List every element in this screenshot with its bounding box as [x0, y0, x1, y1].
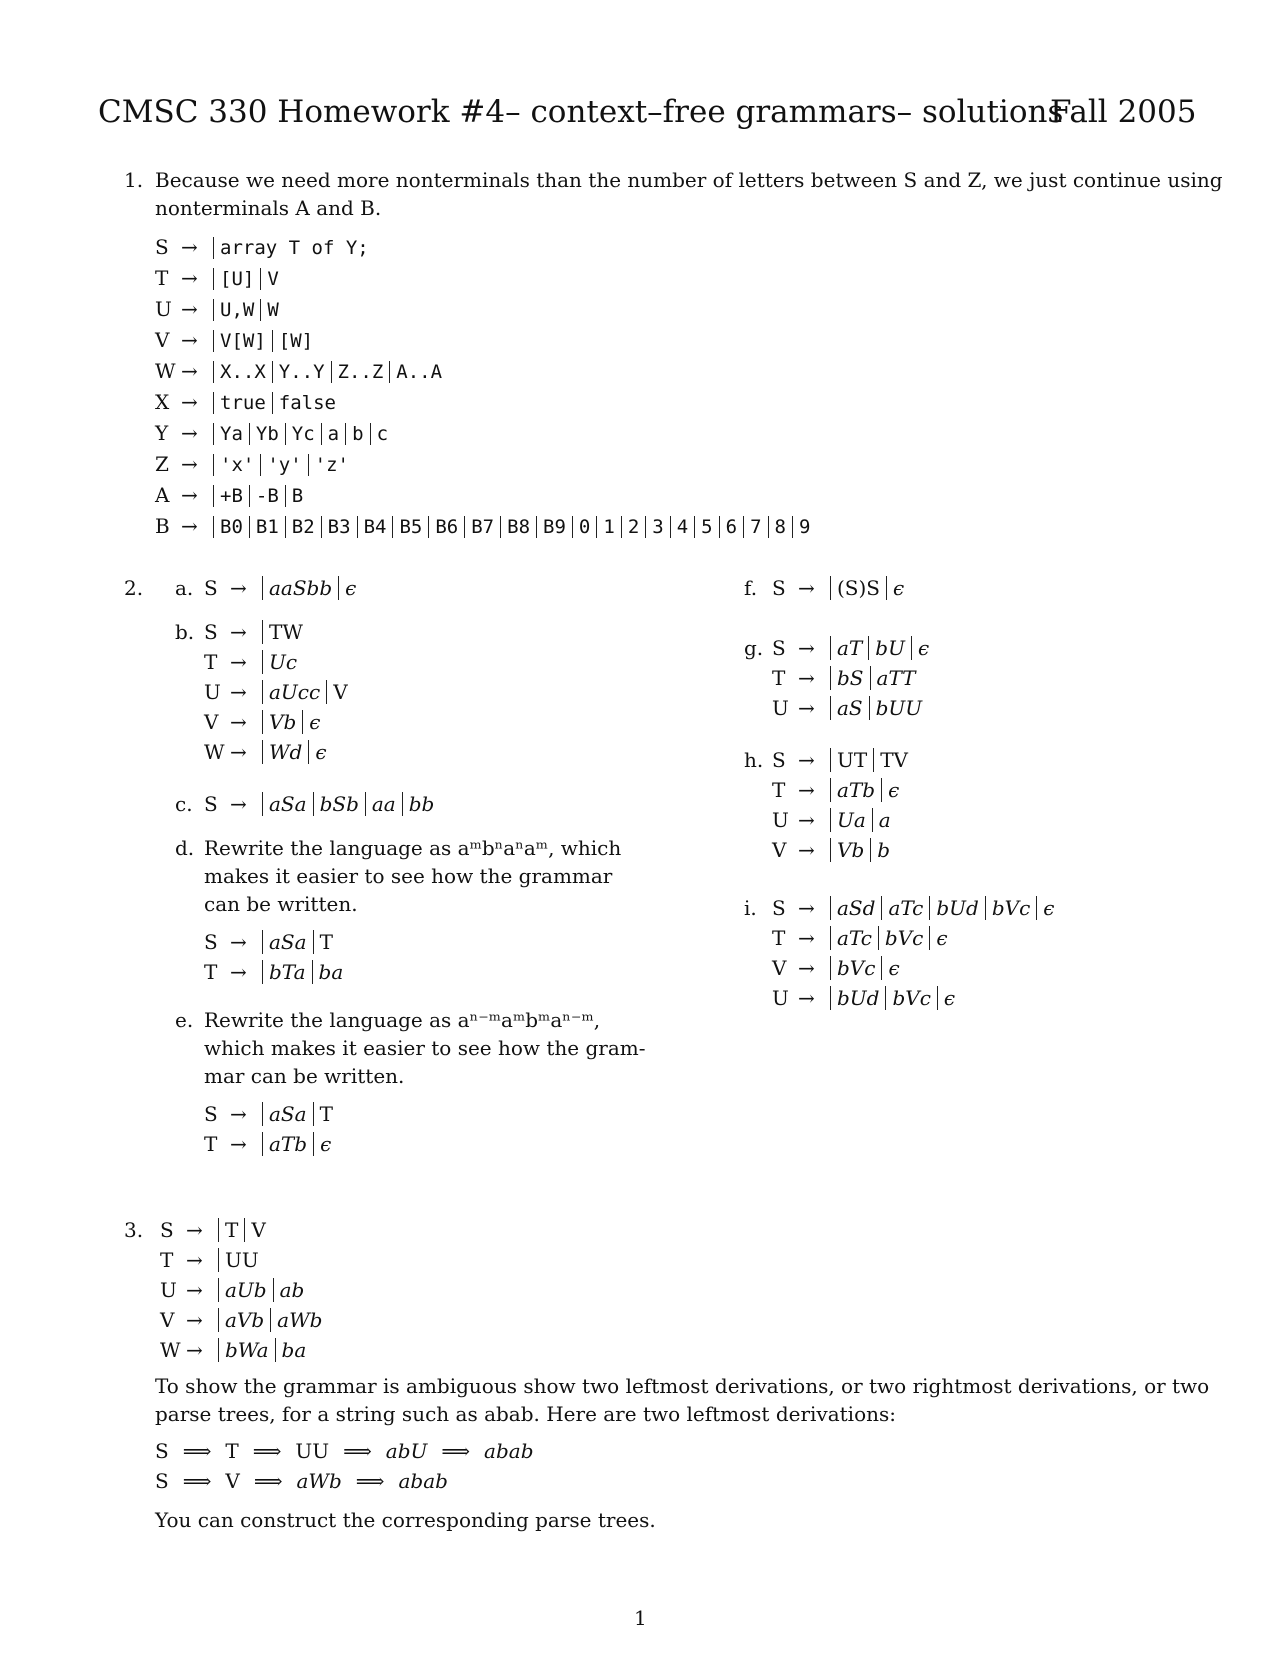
grammar-rule	[772, 693, 935, 723]
derivation-step: T	[225, 1439, 239, 1463]
rule-alternative: T	[218, 1218, 244, 1242]
grammar-rule	[772, 745, 914, 775]
rule-alternative: aS	[830, 696, 869, 720]
rule-arrow: →	[798, 808, 815, 832]
rule-alternative: aTc	[830, 926, 878, 950]
grammar-rule	[772, 805, 914, 835]
rule-alternative: T	[313, 1102, 339, 1126]
rule-alternative: bUd	[830, 986, 885, 1010]
rule-arrow: →	[186, 1308, 203, 1332]
rule-alternative: bS	[830, 666, 870, 690]
rule-alternative: Yb	[249, 423, 285, 445]
rule-alternative: bSb	[313, 792, 365, 816]
rule-alternative: 2	[621, 516, 645, 538]
rule-arrow: →	[186, 1248, 203, 1272]
rule-arrow: →	[798, 956, 815, 980]
rule-alternative: B7	[464, 516, 500, 538]
rule-alternative: bb	[402, 792, 441, 816]
rule-alternative: U,W	[213, 299, 260, 321]
q2f-label: f.	[744, 576, 758, 600]
q2a-label: a.	[175, 576, 194, 600]
rule-alternative: aa	[365, 792, 402, 816]
derivation-step: abU	[385, 1439, 428, 1463]
rule-arrow: →	[798, 778, 815, 802]
grammar-rule	[155, 480, 816, 511]
rule-alternative: +B	[213, 485, 249, 507]
q2d-grammar	[204, 927, 349, 987]
rule-lhs: X	[155, 390, 170, 414]
q1-intro-cont: nonterminals A and B.	[155, 196, 382, 220]
q2c-grammar	[204, 789, 440, 819]
rule-alternative: ϵ	[1036, 896, 1060, 920]
q3-number: 3.	[124, 1218, 144, 1242]
q3-grammar	[160, 1215, 328, 1365]
derivation-arrow: ⟹	[182, 1439, 212, 1463]
rule-alternative: ϵ	[881, 778, 905, 802]
rule-alternative: V[W]	[213, 330, 272, 352]
q2h-label: h.	[744, 748, 764, 772]
rule-alternative: bUU	[869, 696, 929, 720]
grammar-rule	[772, 923, 1060, 953]
rule-lhs: U	[204, 680, 221, 704]
q2e-label: e.	[175, 1008, 194, 1032]
derivation-arrow: ⟹	[343, 1439, 372, 1463]
rule-arrow: →	[798, 576, 815, 600]
rule-alternative: Ua	[830, 808, 872, 832]
rule-alternative: T	[313, 930, 339, 954]
rule-arrow: →	[181, 452, 198, 476]
rule-alternative: ϵ	[313, 1132, 337, 1156]
rule-alternative: UU	[218, 1248, 265, 1272]
rule-alternative: X..X	[213, 361, 272, 383]
rule-lhs: S	[160, 1218, 174, 1242]
grammar-rule	[204, 573, 362, 603]
rule-alternative: B3	[321, 516, 357, 538]
rule-alternative: Yc	[285, 423, 321, 445]
rule-lhs: V	[772, 956, 787, 980]
rule-alternative: 6	[719, 516, 743, 538]
rule-lhs: T	[772, 926, 786, 950]
rule-alternative: bVc	[830, 956, 881, 980]
q2b-grammar	[204, 617, 354, 767]
rule-lhs: W	[160, 1338, 181, 1362]
grammar-rule	[772, 663, 935, 693]
derivation-step: abab	[398, 1469, 448, 1493]
rule-alternative: B5	[392, 516, 428, 538]
rule-lhs: T	[204, 1132, 218, 1156]
rule-lhs: T	[204, 650, 218, 674]
derivation-step: S	[155, 1469, 169, 1493]
q2i-grammar	[772, 893, 1060, 1013]
derivation-step: abab	[484, 1439, 534, 1463]
rule-lhs: T	[155, 266, 169, 290]
rule-arrow: →	[798, 986, 815, 1010]
rule-alternative: aSa	[262, 1102, 313, 1126]
rule-arrow: →	[798, 926, 815, 950]
rule-alternative: Z..Z	[331, 361, 390, 383]
grammar-rule	[772, 775, 914, 805]
rule-alternative: 8	[768, 516, 792, 538]
rule-alternative: aSa	[262, 930, 313, 954]
rule-alternative: Y..Y	[272, 361, 331, 383]
q3-paragraph-line1: To show the grammar is ambiguous show two leftmost derivations, or two rightmost derivations, or two	[155, 1374, 1210, 1398]
grammar-rule	[772, 983, 1060, 1013]
rule-alternative: bTa	[262, 960, 312, 984]
rule-lhs: U	[772, 696, 789, 720]
grammar-rule	[160, 1245, 328, 1275]
rule-arrow: →	[181, 390, 198, 414]
page-number: 1	[634, 1606, 647, 1630]
grammar-rule	[204, 789, 440, 819]
q2-number: 2.	[124, 576, 144, 600]
grammar-rule	[204, 617, 354, 647]
rule-alternative: [U]	[213, 268, 260, 290]
rule-arrow: →	[230, 740, 247, 764]
rule-lhs: S	[155, 235, 169, 259]
rule-alternative: V	[244, 1218, 271, 1242]
rule-alternative: 5	[694, 516, 718, 538]
rule-lhs: S	[204, 792, 218, 816]
rule-alternative: a	[321, 423, 345, 445]
q1-grammar	[155, 232, 816, 542]
rule-arrow: →	[230, 710, 247, 734]
rule-alternative: bUd	[929, 896, 984, 920]
rule-alternative: b	[870, 838, 896, 862]
rule-arrow: →	[798, 666, 815, 690]
grammar-rule	[204, 737, 354, 767]
rule-alternative: B9	[536, 516, 572, 538]
grammar-rule	[204, 927, 349, 957]
grammar-rule	[160, 1215, 328, 1245]
rule-alternative: B	[285, 485, 309, 507]
rule-alternative: TW	[262, 620, 309, 644]
rule-lhs: V	[160, 1308, 175, 1332]
q2g-grammar	[772, 633, 935, 723]
rule-lhs: S	[772, 748, 786, 772]
rule-alternative: ba	[312, 960, 350, 984]
rule-alternative: aTT	[870, 666, 922, 690]
rule-arrow: →	[186, 1278, 203, 1302]
grammar-rule	[204, 957, 349, 987]
rule-alternative: 0	[572, 516, 596, 538]
rule-lhs: W	[204, 740, 225, 764]
derivation-step: UU	[295, 1439, 330, 1463]
rule-arrow: →	[181, 514, 198, 538]
grammar-rule	[155, 325, 816, 356]
rule-alternative: true	[213, 392, 272, 414]
rule-alternative: bVc	[885, 986, 936, 1010]
q2c-label: c.	[175, 792, 193, 816]
q2e-text-line1: Rewrite the language as aⁿ⁻ᵐaᵐbᵐaⁿ⁻ᵐ,	[204, 1008, 601, 1032]
grammar-rule	[155, 294, 816, 325]
rule-alternative: aUcc	[262, 680, 326, 704]
rule-alternative: bVc	[878, 926, 929, 950]
rule-lhs: V	[155, 328, 170, 352]
rule-alternative: B0	[213, 516, 249, 538]
rule-arrow: →	[798, 696, 815, 720]
q2e-text-line3: mar can be written.	[204, 1064, 405, 1088]
rule-arrow: →	[798, 896, 815, 920]
rule-alternative: aTb	[830, 778, 881, 802]
derivation-arrow: ⟹	[252, 1439, 282, 1463]
rule-alternative: B4	[357, 516, 393, 538]
q3-derivation-1	[155, 1436, 548, 1466]
rule-arrow: →	[230, 576, 247, 600]
grammar-rule	[155, 449, 816, 480]
rule-alternative: aVb	[218, 1308, 270, 1332]
grammar-rule	[160, 1305, 328, 1335]
rule-lhs: S	[772, 576, 786, 600]
rule-arrow: →	[798, 636, 815, 660]
q3-closing: You can construct the corresponding parse trees.	[155, 1508, 656, 1532]
rule-alternative: bVc	[985, 896, 1036, 920]
document-term: Fall 2005	[1050, 94, 1197, 130]
rule-alternative: ϵ	[929, 926, 953, 950]
derivation-arrow: ⟹	[441, 1439, 471, 1463]
grammar-rule	[160, 1275, 328, 1305]
grammar-rule	[204, 1129, 339, 1159]
grammar-rule	[772, 953, 1060, 983]
rule-alternative: 7	[743, 516, 767, 538]
rule-alternative: c	[370, 423, 394, 445]
rule-arrow: →	[230, 1102, 247, 1126]
rule-alternative: Wd	[262, 740, 308, 764]
q3-paragraph-line2: parse trees, for a string such as abab. Here are two leftmost derivations:	[155, 1402, 897, 1426]
grammar-rule	[204, 677, 354, 707]
rule-alternative: TV	[873, 748, 914, 772]
rule-alternative: B2	[285, 516, 321, 538]
derivation-arrow: ⟹	[182, 1469, 212, 1493]
q2e-text-line2: which makes it easier to see how the gram-	[204, 1036, 646, 1060]
rule-alternative: V	[326, 680, 353, 704]
q2a-grammar	[204, 573, 362, 603]
rule-alternative: b	[345, 423, 369, 445]
rule-alternative: aSd	[830, 896, 881, 920]
rule-lhs: T	[204, 960, 218, 984]
rule-alternative: ab	[273, 1278, 311, 1302]
derivation-step: V	[225, 1469, 240, 1493]
rule-alternative: UT	[830, 748, 873, 772]
rule-alternative: ϵ	[338, 576, 362, 600]
rule-lhs: S	[204, 1102, 218, 1126]
rule-lhs: T	[160, 1248, 174, 1272]
rule-arrow: →	[186, 1338, 203, 1362]
rule-lhs: S	[204, 620, 218, 644]
rule-arrow: →	[181, 483, 198, 507]
rule-alternative: ϵ	[881, 956, 905, 980]
rule-arrow: →	[181, 235, 198, 259]
q2d-text-line1: Rewrite the language as aᵐbⁿaⁿaᵐ, which	[204, 836, 622, 860]
q2i-label: i.	[744, 896, 757, 920]
rule-lhs: Z	[155, 452, 169, 476]
grammar-rule	[155, 356, 816, 387]
rule-alternative: aWb	[270, 1308, 328, 1332]
rule-alternative: B8	[500, 516, 536, 538]
rule-arrow: →	[186, 1218, 203, 1242]
rule-arrow: →	[230, 620, 247, 644]
grammar-rule	[772, 893, 1060, 923]
rule-alternative: Vb	[830, 838, 870, 862]
grammar-rule	[772, 633, 935, 663]
rule-alternative: Ya	[213, 423, 249, 445]
rule-alternative: 3	[645, 516, 669, 538]
rule-arrow: →	[230, 930, 247, 954]
rule-alternative: ϵ	[302, 710, 326, 734]
rule-lhs: U	[772, 986, 789, 1010]
rule-alternative: B1	[249, 516, 285, 538]
rule-arrow: →	[181, 328, 198, 352]
q2g-label: g.	[744, 636, 764, 660]
rule-alternative: false	[272, 392, 342, 414]
document-title: CMSC 330 Homework #4– context–free grammars– solutions	[98, 94, 1064, 130]
grammar-rule	[155, 511, 816, 542]
rule-alternative: aTb	[262, 1132, 313, 1156]
rule-lhs: U	[772, 808, 789, 832]
rule-arrow: →	[230, 960, 247, 984]
rule-arrow: →	[230, 792, 247, 816]
grammar-rule	[160, 1335, 328, 1365]
rule-alternative: ϵ	[937, 986, 961, 1010]
rule-alternative: bWa	[218, 1338, 275, 1362]
q2d-text-line3: can be written.	[204, 892, 358, 916]
rule-alternative: ba	[275, 1338, 313, 1362]
rule-lhs: U	[160, 1278, 177, 1302]
rule-lhs: T	[772, 778, 786, 802]
rule-lhs: S	[772, 636, 786, 660]
q1-number: 1.	[124, 168, 144, 192]
rule-alternative: array T of Y;	[213, 237, 375, 259]
rule-lhs: V	[772, 838, 787, 862]
q2h-grammar	[772, 745, 914, 865]
derivation-step: S	[155, 1439, 169, 1463]
rule-alternative: 4	[670, 516, 694, 538]
rule-alternative: aUb	[218, 1278, 273, 1302]
rule-alternative: bU	[868, 636, 911, 660]
rule-alternative: 'z'	[308, 454, 355, 476]
rule-alternative: 9	[792, 516, 816, 538]
q2f-grammar	[772, 573, 910, 603]
rule-lhs: V	[204, 710, 219, 734]
rule-arrow: →	[181, 421, 198, 445]
grammar-rule	[155, 263, 816, 294]
grammar-rule	[204, 1099, 339, 1129]
rule-lhs: U	[155, 297, 172, 321]
q2e-grammar	[204, 1099, 339, 1159]
rule-lhs: B	[155, 514, 170, 538]
rule-alternative: aaSbb	[262, 576, 338, 600]
rule-alternative: aSa	[262, 792, 313, 816]
rule-arrow: →	[798, 838, 815, 862]
grammar-rule	[772, 573, 910, 603]
rule-arrow: →	[181, 266, 198, 290]
rule-alternative: [W]	[272, 330, 319, 352]
derivation-step: aWb	[296, 1469, 342, 1493]
rule-alternative: Uc	[262, 650, 303, 674]
rule-lhs: S	[204, 576, 218, 600]
rule-lhs: W	[155, 359, 176, 383]
rule-alternative: (S)S	[830, 576, 886, 600]
rule-alternative: ϵ	[911, 636, 935, 660]
rule-alternative: aTc	[881, 896, 929, 920]
rule-arrow: →	[230, 650, 247, 674]
rule-alternative: V	[260, 268, 284, 290]
rule-alternative: B6	[428, 516, 464, 538]
rule-arrow: →	[230, 680, 247, 704]
rule-lhs: Y	[155, 421, 169, 445]
rule-lhs: S	[204, 930, 218, 954]
rule-alternative: A..A	[389, 361, 448, 383]
rule-arrow: →	[230, 1132, 247, 1156]
q2b-label: b.	[175, 620, 195, 644]
rule-alternative: ϵ	[308, 740, 332, 764]
rule-alternative: 'x'	[213, 454, 260, 476]
grammar-rule	[772, 835, 914, 865]
q1-intro: Because we need more nonterminals than the number of letters between S and Z, we just continue using	[155, 168, 1223, 192]
rule-alternative: W	[260, 299, 284, 321]
derivation-arrow: ⟹	[355, 1469, 385, 1493]
grammar-rule	[155, 232, 816, 263]
rule-arrow: →	[181, 359, 198, 383]
grammar-rule	[204, 647, 354, 677]
rule-lhs: A	[155, 483, 170, 507]
grammar-rule	[155, 418, 816, 449]
rule-alternative: a	[872, 808, 897, 832]
rule-alternative: -B	[249, 485, 285, 507]
rule-alternative: 'y'	[260, 454, 307, 476]
grammar-rule	[155, 387, 816, 418]
grammar-rule	[204, 707, 354, 737]
q2d-text-line2: makes it easier to see how the grammar	[204, 864, 613, 888]
derivation-arrow: ⟹	[253, 1469, 283, 1493]
rule-alternative: aT	[830, 636, 868, 660]
rule-lhs: S	[772, 896, 786, 920]
rule-arrow: →	[181, 297, 198, 321]
q2d-label: d.	[175, 836, 195, 860]
rule-arrow: →	[798, 748, 815, 772]
rule-lhs: T	[772, 666, 786, 690]
rule-alternative: ϵ	[886, 576, 910, 600]
rule-alternative: 1	[596, 516, 620, 538]
rule-alternative: Vb	[262, 710, 302, 734]
q3-derivation-2	[155, 1466, 462, 1496]
